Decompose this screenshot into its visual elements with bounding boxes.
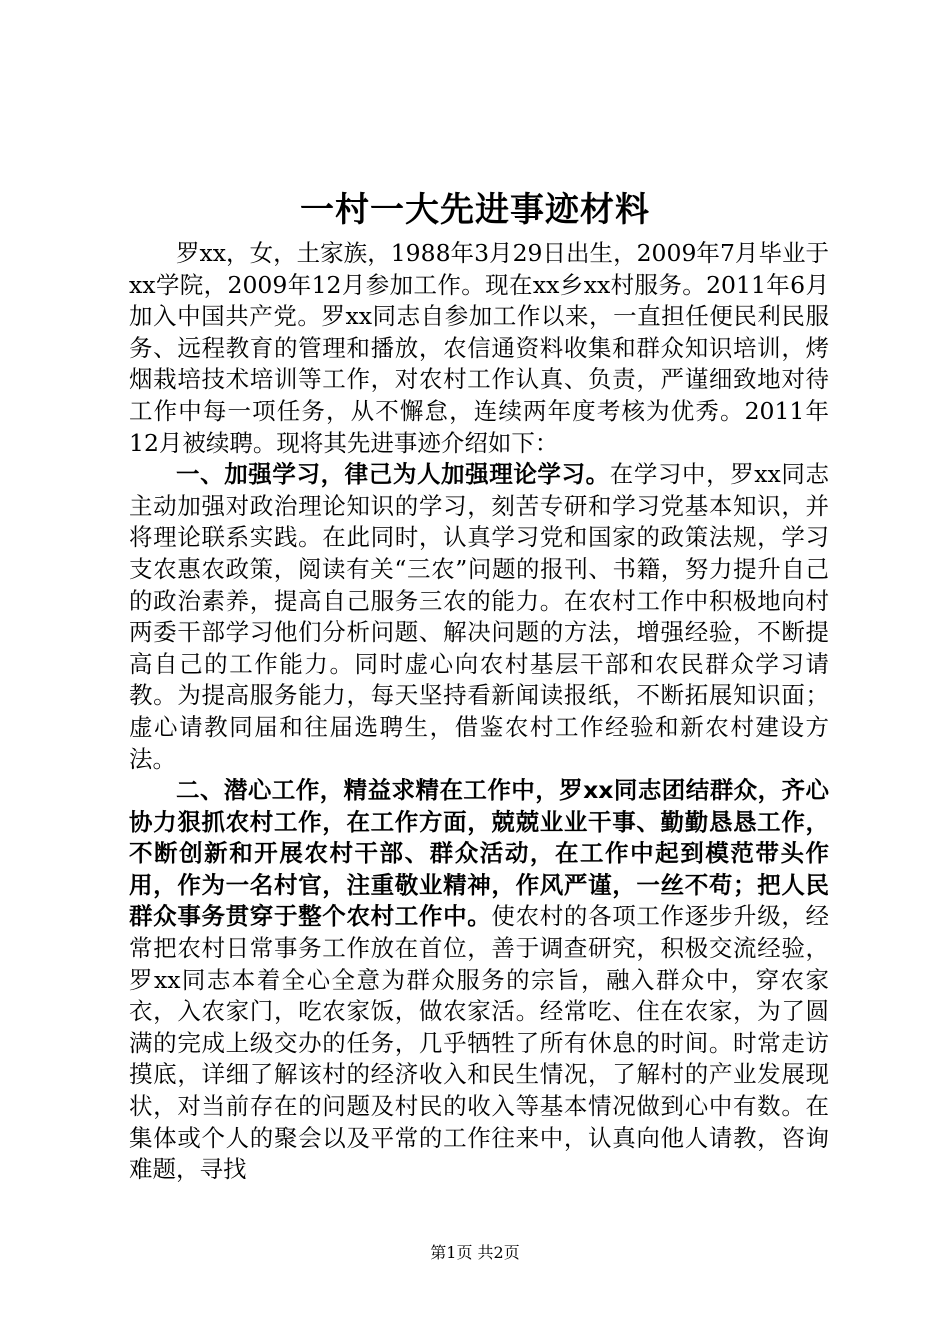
page-number-footer: 第1页 共2页	[430, 1243, 520, 1262]
paragraph-section-2	[129, 775, 829, 1186]
paragraph-intro	[129, 238, 829, 459]
section-2-text: 使农村的各项工作逐步升级，经常把农村日常事务工作放在首位，善于调查研究，积极交流经验，罗xx同志本着全心全意为群众服务的宗旨，融入群众中，穿农家衣，入农家门，吃农家饭，做农家活。经常吃、住在农家，为了圆满的完成上级交办的任务，几乎牺牲了所有休息的时间。时常走访摸底，详细了解该村的经济收入和民生情况，了解村的产业发展现状，对当前存在的问题及村民的收入等基本情况做到心中有数。在集体或个人的聚会以及平常的工作往来中，认真向他人请教，咨询难题，寻找	[129, 902, 830, 1184]
paragraph-section-1	[129, 459, 829, 775]
section-1-text: 在学习中，罗xx同志主动加强对政治理论知识的学习，刻苦专研和学习党基本知识，并将理论联系实践。在此同时，认真学习党和国家的政策法规，学习支农惠农政策，阅读有关“三农”问题的报刊、书籍，努力提升自己的政治素养，提高自己服务三农的能力。在农村工作中积极地向村两委干部学习他们分析问题、解决问题的方法，增强经验，不断提高自己的工作能力。同时虚心向农村基层干部和农民群众学习请教。为提高服务能力，每天坚持看新闻读报纸，不断拓展知识面；虚心请教同届和往届选聘生，借鉴农村工作经验和新农村建设方法。	[129, 460, 830, 773]
section-1-heading: 一、加强学习，律己为人加强理论学习。	[176, 460, 610, 489]
document-body	[129, 238, 829, 1186]
section-2-heading: 二、潜心工作，精益求精在工作中，罗xx同志团结群众，齐心协力狠抓农村工作，在工作方面，兢兢业业干事、勤勤恳恳工作，不断创新和开展农村干部、群众活动，在工作中起到模范带头作用，作为一名村官，注重敬业精神，作风严谨，一丝不苟；把人民群众事务贯穿于整个农村工作中。	[129, 776, 829, 931]
paragraph-intro-text: 罗xx，女，土家族，1988年3月29日出生，2009年7月毕业于xx学院，2009年12月参加工作。现在xx乡xx村服务。2011年6月加入中国共产党。罗xx同志自参加工作以来，一直担任便民利民服务、远程教育的管理和播放，农信通资料收集和群众知识培训，烤烟栽培技术培训等工作，对农村工作认真、负责，严谨细致地对待工作中每一项任务，从不懈怠，连续两年度考核为优秀。2011年12月被续聘。现将其先进事迹介绍如下：	[129, 239, 829, 457]
document-title: 一村一大先进事迹材料	[300, 190, 650, 230]
